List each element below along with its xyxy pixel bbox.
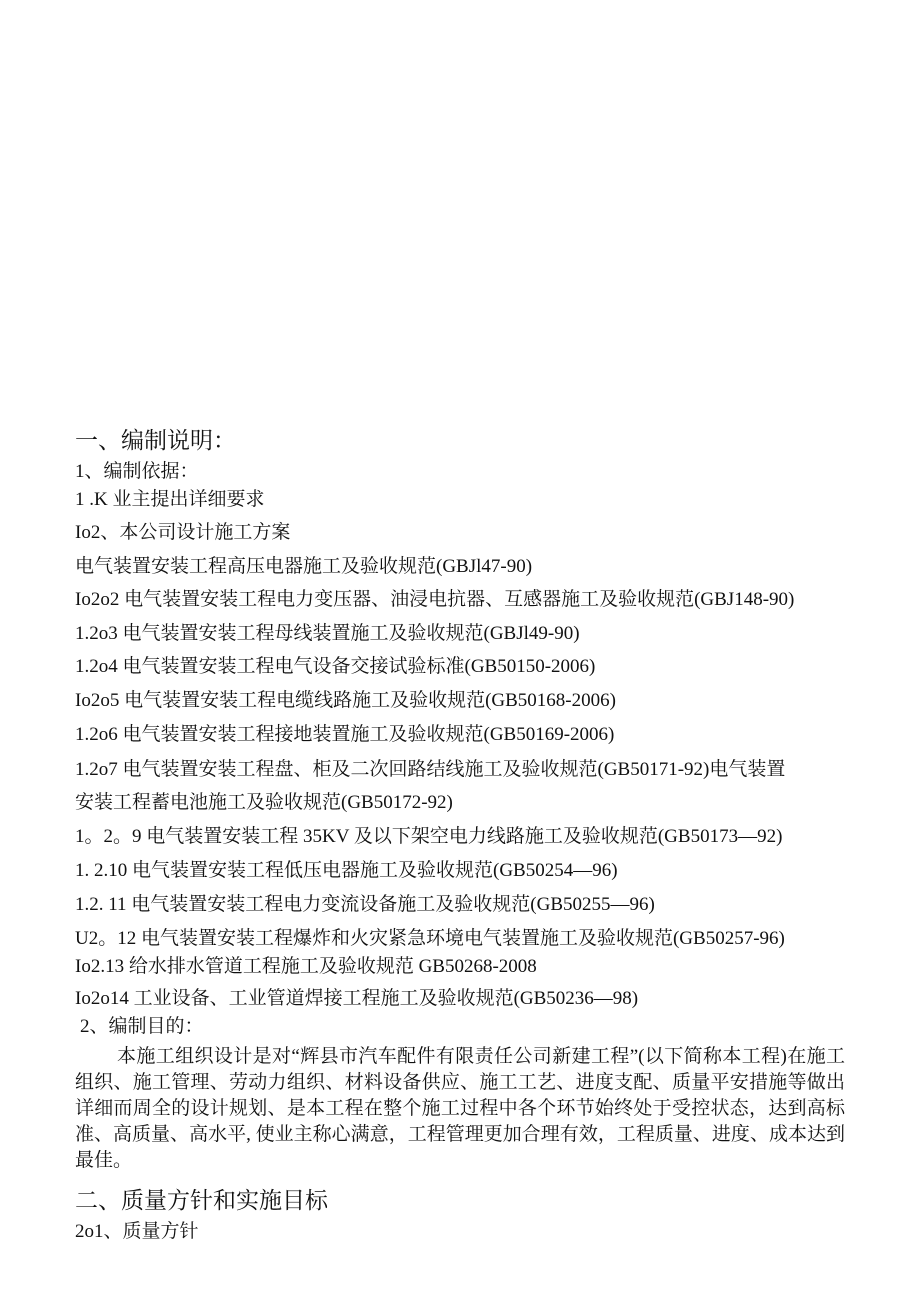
basis-item: 1.2o4 电气装置安装工程电气设备交接试验标准(GB50150-2006) [75, 656, 596, 677]
purpose-heading: 2、编制目的： [80, 1016, 204, 1037]
basis-item-continuation: 安装工程蓄电池施工及验收规范(GB50172-92) [75, 792, 453, 813]
basis-item: Io2.13 给水排水管道工程施工及验收规范 GB50268-2008 [75, 956, 537, 977]
basis-item: 1 .K 业主提出详细要求 [75, 489, 265, 510]
basis-item: 1。2。9 电气装置安装工程 35KV 及以下架空电力线路施工及验收规范(GB50173—92) [75, 826, 783, 847]
quality-policy-heading: 2o1、质量方针 [75, 1221, 199, 1242]
basis-item: Io2o5 电气装置安装工程电缆线路施工及验收规范(GB50168-2006) [75, 690, 616, 711]
basis-item: 电气装置安装工程高压电器施工及验收规范(GBJl47-90) [75, 556, 533, 577]
purpose-paragraph: 本施工组织设计是对“辉县市汽车配件有限责任公司新建工程”(以下简称本工程)在施工组织、施工管理、劳动力组织、材料设备供应、施工工艺、进度支配、质量平安措施等做出详细而周全的设计规划、是本工程在整个施工过程中各个环节始终处于受控状态，达到高标准、高质量、高水平, 使业主称心满意，工程管理更加合理有效，工程质量、进度、成本达到最佳。 [75, 1046, 845, 1171]
basis-item: Io2o2 电气装置安装工程电力变压器、油浸电抗器、互感器施工及验收规范(GBJ148-90) [75, 589, 795, 610]
basis-item: 1.2o7 电气装置安装工程盘、柜及二次回路结线施工及验收规范(GB50171-92)电气装置 [75, 759, 786, 780]
section1-title: 一、编制说明： [75, 428, 236, 453]
basis-item: Io2o14 工业设备、工业管道焊接工程施工及验收规范(GB50236—98) [75, 988, 639, 1009]
basis-item: Io2、本公司设计施工方案 [75, 522, 291, 543]
section2-title: 二、质量方针和实施目标 [75, 1188, 328, 1213]
basis-heading: 1、编制依据： [75, 461, 199, 482]
basis-item: 1. 2.10 电气装置安装工程低压电器施工及验收规范(GB50254—96) [75, 860, 618, 881]
basis-item: 1.2o6 电气装置安装工程接地装置施工及验收规范(GB50169-2006) [75, 724, 615, 745]
basis-item: 1.2o3 电气装置安装工程母线装置施工及验收规范(GBJl49-90) [75, 623, 580, 644]
basis-item: 1.2. 11 电气装置安装工程电力变流设备施工及验收规范(GB50255—96) [75, 894, 655, 915]
basis-item: U2。12 电气装置安装工程爆炸和火灾紧急环境电气装置施工及验收规范(GB50257-96) [75, 928, 785, 949]
